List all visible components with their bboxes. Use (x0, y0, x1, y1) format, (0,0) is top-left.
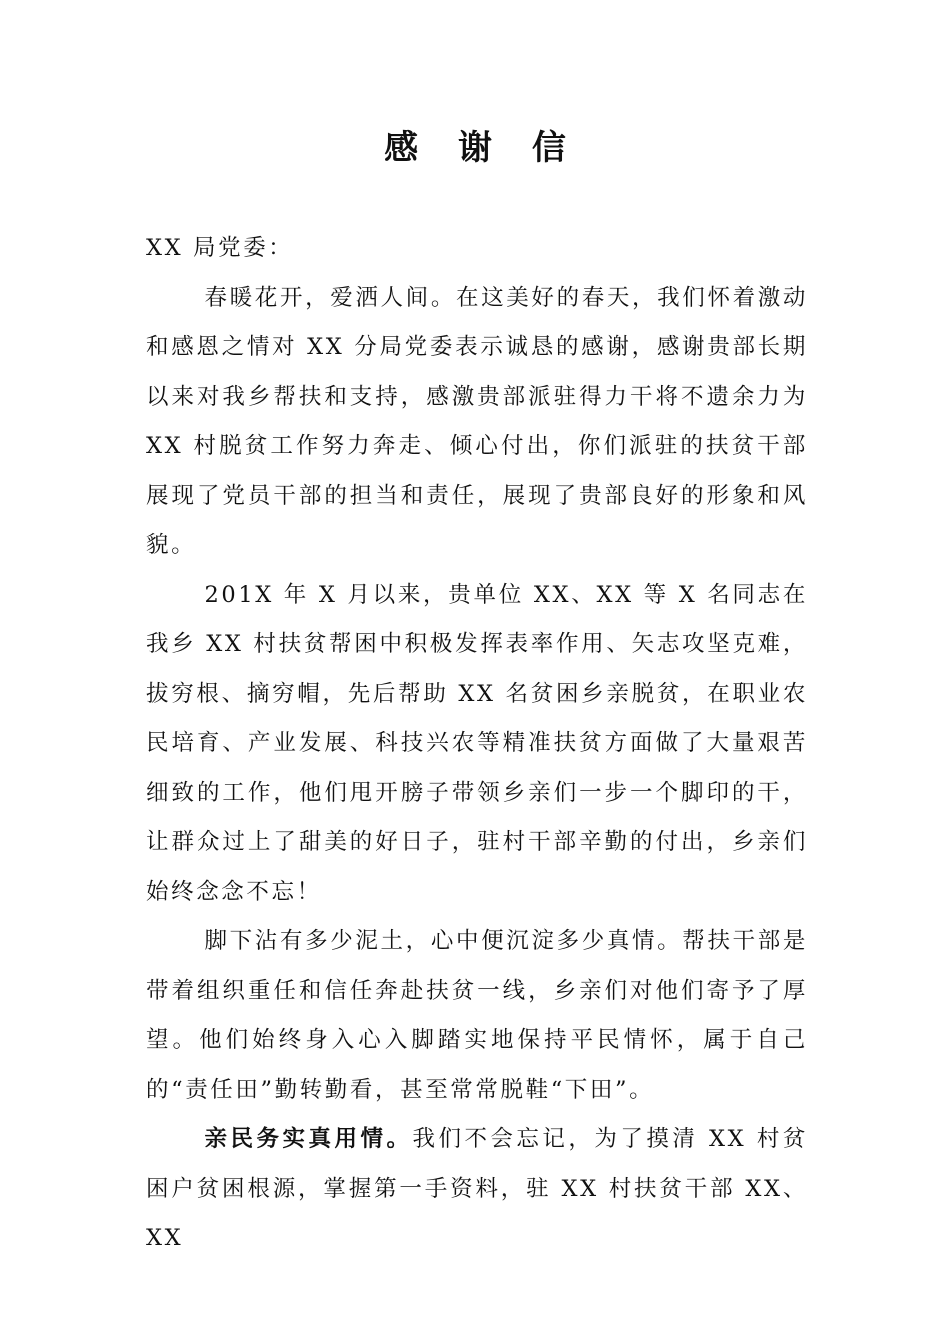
paragraph-4-lead: 亲民务实真用情。 (204, 1126, 413, 1152)
letter-title: 感 谢 信 (384, 128, 580, 168)
paragraph-1 (146, 274, 808, 571)
paragraph-4 (146, 1115, 808, 1264)
paragraph-3 (146, 917, 808, 1115)
letter-body (146, 224, 808, 1264)
salutation: XX 局党委： (146, 235, 294, 261)
paragraph-4-text: 我们不会忘记，为了摸清 XX 村贫困户贫困根源，掌握第一手资料，驻 XX 村扶贫干部 XX、XX (146, 1126, 808, 1251)
paragraph-2-text: 201X 年 X 月以来，贵单位 XX、XX 等 X 名同志在我乡 XX 村扶贫帮困中积极发挥表率作用、矢志攻坚克难，拔穷根、摘穷帽，先后帮助 XX 名贫困乡亲脱贫，在职业农民培育、产业发展、科技兴农等精准扶贫方面做了大量艰苦细致的工作，他们甩开膀子带领乡亲们一步一个脚印的干，让群众过上了甜美的好日子，驻村干部辛勤的付出，乡亲们始终念念不忘！ (146, 581, 808, 905)
paragraph-1-text: 春暖花开，爱洒人间。在这美好的春天，我们怀着激动和感恩之情对 XX 分局党委表示诚恳的感谢，感谢贵部长期以来对我乡帮扶和支持，感激贵部派驻得力干将不遗余力为 XX 村脱贫工作努力奔走、倾心付出，你们派驻的扶贫干部展现了党员干部的担当和责任，展现了贵部良好的形象和风貌。 (146, 284, 808, 558)
paragraph-3-text: 脚下沾有多少泥土，心中便沉淀多少真情。帮扶干部是带着组织重任和信任奔赴扶贫一线，乡亲们对他们寄予了厚望。他们始终身入心入脚踏实地保持平民情怀，属于自己的“责任田”勤转勤看，甚至常常脱鞋“下田”。 (146, 928, 808, 1103)
paragraph-2 (146, 571, 808, 918)
